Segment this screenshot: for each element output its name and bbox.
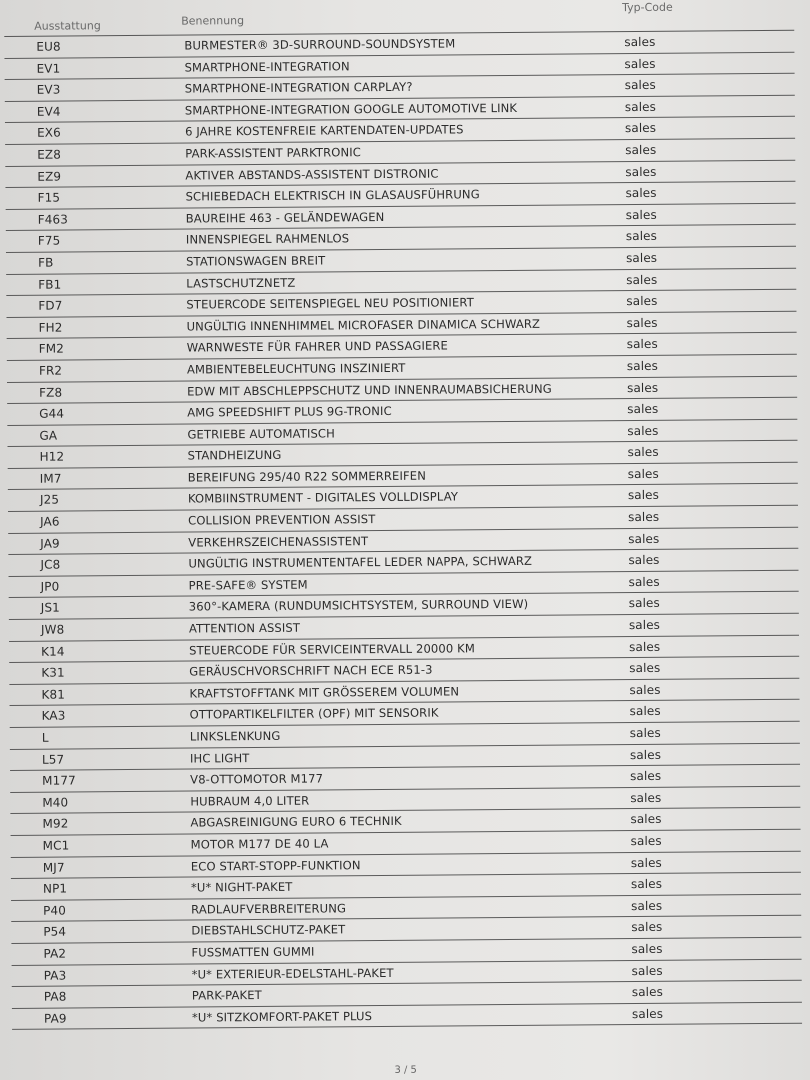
row-name: 360°-KAMERA (RUNDUMSICHTSYSTEM, SURROUND VIEW) xyxy=(188,597,529,614)
row-name: STEUERCODE SEITENSPIEGEL NEU POSITIONIERT xyxy=(186,295,474,312)
row-name: *U* NIGHT-PAKET xyxy=(190,879,293,895)
row-type: sales xyxy=(631,984,663,1000)
row-type: sales xyxy=(626,272,658,287)
row-type: sales xyxy=(631,898,663,913)
row-type: sales xyxy=(624,34,656,50)
row-code: NP1 xyxy=(42,881,68,896)
row-type: sales xyxy=(625,229,658,244)
row-name: VERKEHRSZEICHENASSISTENT xyxy=(188,533,369,550)
row-name: UNGÜLTIG INNENHIMMEL MICROFASER DINAMICA SCHWARZ xyxy=(186,316,541,334)
row-code: MC1 xyxy=(42,838,70,853)
row-type: sales xyxy=(624,99,656,114)
row-name: SMARTPHONE-INTEGRATION GOOGLE AUTOMOTIVE LINK xyxy=(184,100,518,118)
equipment-table xyxy=(4,31,802,1030)
row-name: RADLAUFVERBREITERUNG xyxy=(191,901,347,917)
row-name: STEUERCODE FÜR SERVICEINTERVALL 20000 KM xyxy=(189,640,475,658)
row-type: sales xyxy=(629,725,661,741)
row-type: sales xyxy=(630,855,662,870)
row-type: sales xyxy=(624,78,656,93)
row-code: L57 xyxy=(41,752,65,767)
row-type: sales xyxy=(631,941,663,957)
row-name: OTTOPARTIKELFILTER (OPF) MIT SENSORIK xyxy=(189,705,439,722)
row-name: FUSSMATTEN GUMMI xyxy=(191,944,315,960)
row-name: DIEBSTAHLSCHUTZ-PAKET xyxy=(191,922,346,938)
row-code: FB1 xyxy=(38,277,62,292)
row-type: sales xyxy=(630,812,662,827)
row-name: SCHIEBEDACH ELEKTRISCH IN GLASAUSFÜHRUNG xyxy=(185,187,480,204)
row-name: INNENSPIEGEL RAHMENLOS xyxy=(185,231,350,247)
row-name: PARK-ASSISTENT PARKTRONIC xyxy=(185,145,361,161)
row-name: BURMESTER® 3D-SURROUND-SOUNDSYSTEM xyxy=(184,36,456,53)
row-type: sales xyxy=(628,596,660,611)
row-type: sales xyxy=(628,553,660,568)
row-type: sales xyxy=(626,358,659,373)
page-number: 3 / 5 xyxy=(394,1064,417,1076)
row-code: EU8 xyxy=(36,39,61,54)
row-code: FM2 xyxy=(38,341,64,357)
row-name: 6 JAHRE KOSTENFREIE KARTENDATEN-UPDATES xyxy=(184,122,464,139)
row-code: GA xyxy=(39,428,58,443)
row-code: FD7 xyxy=(38,298,63,313)
row-name: *U* EXTERIEUR-EDELSTAHL-PAKET xyxy=(191,965,394,982)
row-name: BEREIFUNG 295/40 R22 SOMMERREIFEN xyxy=(187,468,426,485)
row-code: JP0 xyxy=(40,579,60,594)
row-name: EDW MIT ABSCHLEPPSCHUTZ UND INNENRAUMABSICHERUNG xyxy=(187,381,552,399)
row-code: F15 xyxy=(37,190,61,205)
row-code: P40 xyxy=(43,903,67,918)
row-type: sales xyxy=(627,423,659,438)
row-type: sales xyxy=(628,617,661,633)
row-name: GERÄUSCHVORSCHRIFT NACH ECE R51-3 xyxy=(189,662,433,679)
row-type: sales xyxy=(626,337,658,352)
row-code: P54 xyxy=(43,924,67,940)
row-code: FH2 xyxy=(38,320,63,335)
row-type: sales xyxy=(627,488,660,503)
row-code: EX6 xyxy=(36,125,61,141)
row-name: AKTIVER ABSTANDS-ASSISTENT DISTRONIC xyxy=(185,166,439,183)
row-code: M177 xyxy=(42,773,76,788)
row-name: COLLISION PREVENTION ASSIST xyxy=(188,512,376,528)
row-code: JA9 xyxy=(40,536,60,551)
row-type: sales xyxy=(625,142,657,158)
row-type: sales xyxy=(631,1006,664,1021)
row-type: sales xyxy=(627,401,659,417)
row-code: PA3 xyxy=(43,968,67,983)
row-name: KOMBIINSTRUMENT - DIGITALES VOLLDISPLAY xyxy=(187,489,459,507)
row-code: M40 xyxy=(42,795,69,810)
row-name: ECO START-STOPP-FUNKTION xyxy=(190,857,361,874)
row-code: PA9 xyxy=(43,1011,67,1026)
row-type: sales xyxy=(630,790,662,805)
row-type: sales xyxy=(628,574,660,589)
row-code: JS1 xyxy=(40,600,60,616)
row-name: HUBRAUM 4,0 LITER xyxy=(190,793,310,809)
header-name: Benennung xyxy=(181,14,245,28)
row-type: sales xyxy=(625,164,657,179)
row-name: IHC LIGHT xyxy=(189,750,250,766)
row-type: sales xyxy=(626,293,658,309)
equipment-sheet xyxy=(4,0,810,1080)
row-code: JW8 xyxy=(40,622,65,637)
row-name: ATTENTION ASSIST xyxy=(188,620,301,636)
row-code: EZ8 xyxy=(37,147,62,162)
row-type: sales xyxy=(628,509,660,525)
row-code: M92 xyxy=(42,816,69,832)
row-type: sales xyxy=(631,963,663,978)
row-type: sales xyxy=(625,250,658,266)
row-name: AMBIENTEBELEUCHTUNG INSZINIERT xyxy=(186,360,406,377)
row-type: sales xyxy=(626,315,658,330)
row-code: PA2 xyxy=(43,946,67,961)
row-name: GETRIEBE AUTOMATISCH xyxy=(187,426,335,442)
row-code: EZ9 xyxy=(37,169,62,184)
row-name: STATIONSWAGEN BREIT xyxy=(186,253,326,269)
row-name: UNGÜLTIG INSTRUMENTENTAFEL LEDER NAPPA, SCHWARZ xyxy=(188,554,533,571)
row-code: H12 xyxy=(39,449,65,464)
row-code: EV4 xyxy=(36,104,61,119)
row-code: MJ7 xyxy=(42,860,65,875)
row-code: EV3 xyxy=(36,82,61,97)
row-type: sales xyxy=(629,661,661,676)
row-type: sales xyxy=(630,876,663,892)
row-type: sales xyxy=(627,445,659,460)
row-code: F75 xyxy=(37,233,61,249)
row-code: JA6 xyxy=(40,514,60,529)
row-type: sales xyxy=(624,56,656,71)
row-code: FR2 xyxy=(38,363,63,378)
row-type: sales xyxy=(625,207,657,222)
row-name: MOTOR M177 DE 40 LA xyxy=(190,836,329,852)
row-code: FB xyxy=(38,255,54,270)
row-name: SMARTPHONE-INTEGRATION CARPLAY? xyxy=(184,79,413,96)
row-code: G44 xyxy=(39,406,65,421)
row-code: F463 xyxy=(37,212,68,227)
row-name: WARNWESTE FÜR FAHRER UND PASSAGIERE xyxy=(186,338,449,355)
row-name: LINKSLENKUNG xyxy=(189,728,281,744)
row-type: sales xyxy=(629,639,661,654)
row-code: K81 xyxy=(41,687,65,702)
row-type: sales xyxy=(630,833,662,849)
row-name: SMARTPHONE-INTEGRATION xyxy=(184,58,350,75)
row-type: sales xyxy=(628,531,660,546)
header-type: Typ-Code xyxy=(622,0,673,15)
row-type: sales xyxy=(627,380,659,395)
row-code: K31 xyxy=(41,665,65,680)
row-code: PA8 xyxy=(43,989,67,1004)
row-name: BAUREIHE 463 - GELÄNDEWAGEN xyxy=(185,209,385,226)
row-name: LASTSCHUTZNETZ xyxy=(186,275,296,291)
row-name: *U* SITZKOMFORT-PAKET PLUS xyxy=(191,1008,373,1025)
row-type: sales xyxy=(631,920,663,935)
row-name: PRE-SAFE® SYSTEM xyxy=(188,577,308,593)
row-code: IM7 xyxy=(39,471,62,486)
row-type: sales xyxy=(629,682,661,697)
row-name: KRAFTSTOFFTANK MIT GRÖSSEREM VOLUMEN xyxy=(189,684,460,701)
row-type: sales xyxy=(629,704,661,719)
row-code: KA3 xyxy=(41,708,66,724)
row-code: FZ8 xyxy=(39,385,63,400)
row-code: JC8 xyxy=(40,557,61,572)
row-type: sales xyxy=(624,121,657,136)
row-name: ABGASREINIGUNG EURO 6 TECHNIK xyxy=(190,814,402,830)
row-type: sales xyxy=(625,186,657,201)
row-name: AMG SPEEDSHIFT PLUS 9G-TRONIC xyxy=(187,404,392,420)
row-name: STANDHEIZUNG xyxy=(187,448,282,463)
row-code: J25 xyxy=(39,493,60,508)
header-code: Ausstattung xyxy=(34,19,101,33)
row-type: sales xyxy=(627,466,659,481)
row-type: sales xyxy=(630,769,662,784)
row-name: PARK-PAKET xyxy=(191,988,262,1003)
row-name: V8-OTTOMOTOR M177 xyxy=(190,771,324,787)
row-code: EV1 xyxy=(36,61,61,76)
row-code: K14 xyxy=(41,644,65,659)
row-code: L xyxy=(41,730,49,745)
row-type: sales xyxy=(629,747,662,762)
